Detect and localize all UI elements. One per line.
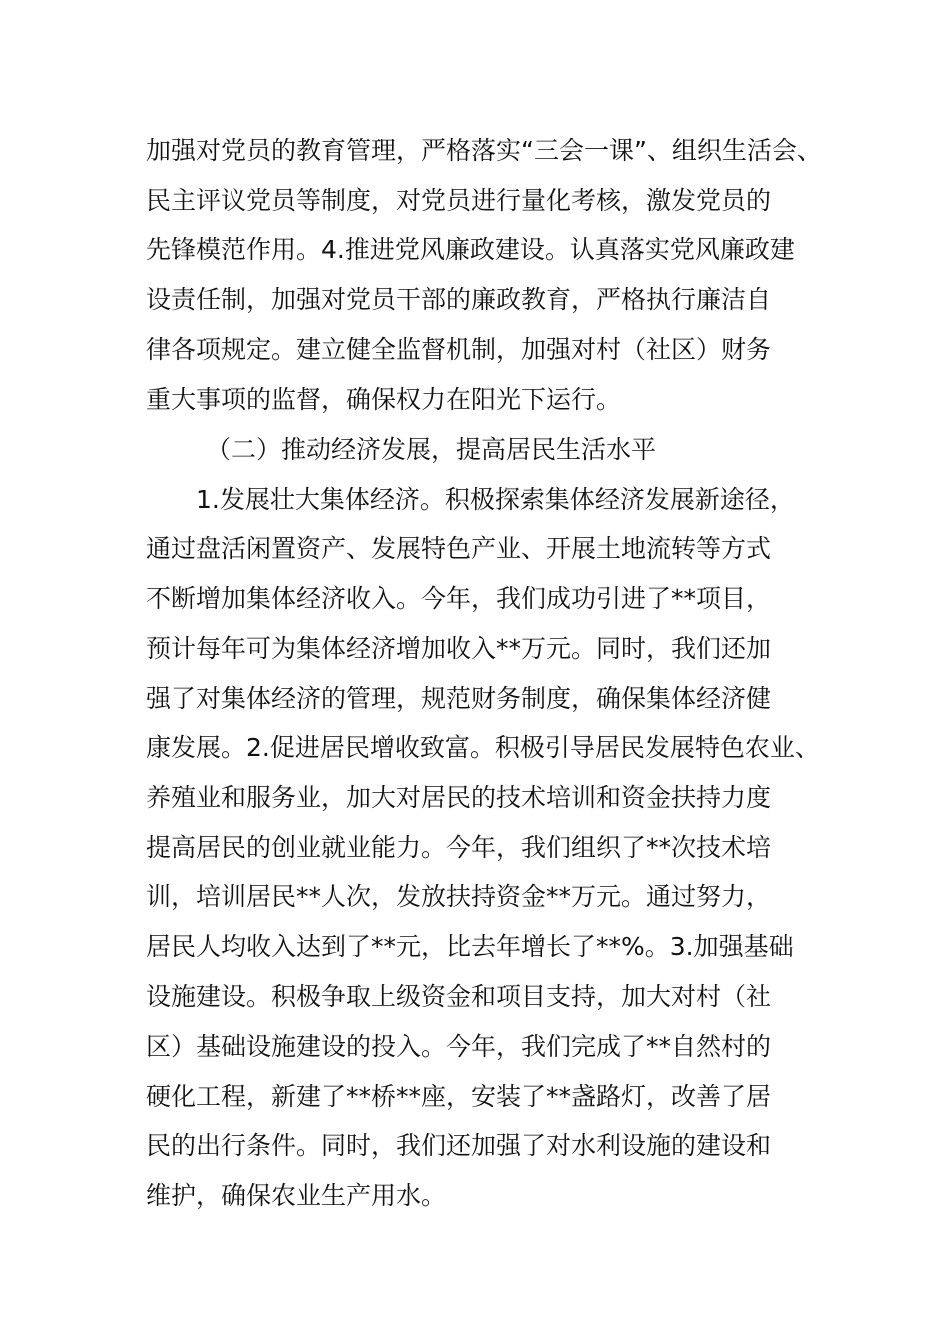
text-line: 强了对集体经济的管理，规范财务制度，确保集体经济健: [146, 684, 772, 713]
text-line: 维护，确保农业生产用水。: [146, 1181, 447, 1210]
text-line: 居民人均收入达到了**元，比去年增长了**%。3.加强基础: [146, 932, 794, 961]
text-line: 民的出行条件。同时，我们还加强了对水利设施的建设和: [146, 1131, 772, 1160]
text-line: 硬化工程，新建了**桥**座，安装了**盏路灯，改善了居: [146, 1082, 772, 1111]
text-line: 设责任制，加强对党员干部的廉政教育，严格执行廉洁自: [146, 285, 772, 314]
text-line: 律各项规定。建立健全监督机制，加强对村（社区）财务: [146, 335, 772, 364]
text-line: 康发展。2.促进居民增收致富。积极引导居民发展特色农业、: [146, 733, 820, 762]
text-line: 不断增加集体经济收入。今年，我们成功引进了**项目，: [146, 584, 772, 613]
text-line: 民主评议党员等制度，对党员进行量化考核，激发党员的: [146, 186, 772, 215]
text-line: 先锋模范作用。4.推进党风廉政建设。认真落实党风廉政建: [146, 235, 795, 264]
text-line: 重大事项的监督，确保权力在阳光下运行。: [146, 385, 622, 414]
text-line: 加强对党员的教育管理，严格落实“三会一课”、组织生活会、: [146, 136, 822, 165]
text-line: 区）基础设施建设的投入。今年，我们完成了**自然村的: [146, 1032, 772, 1061]
text-line: 通过盘活闲置资产、发展特色产业、开展土地流转等方式: [146, 534, 772, 563]
text-line: 训，培训居民**人次，发放扶持资金**万元。通过努力，: [146, 882, 772, 911]
text-line: 预计每年可为集体经济增加收入**万元。同时，我们还加: [146, 634, 772, 663]
section-heading: （二）推动经济发展，提高居民生活水平: [206, 435, 657, 464]
text-line: 1.发展壮大集体经济。积极探索集体经济发展新途径，: [196, 485, 795, 514]
text-line: 养殖业和服务业，加大对居民的技术培训和资金扶持力度: [146, 783, 772, 812]
text-line: 提高居民的创业就业能力。今年，我们组织了**次技术培: [146, 833, 772, 862]
text-line: 设施建设。积极争取上级资金和项目支持，加大对村（社: [146, 982, 772, 1011]
